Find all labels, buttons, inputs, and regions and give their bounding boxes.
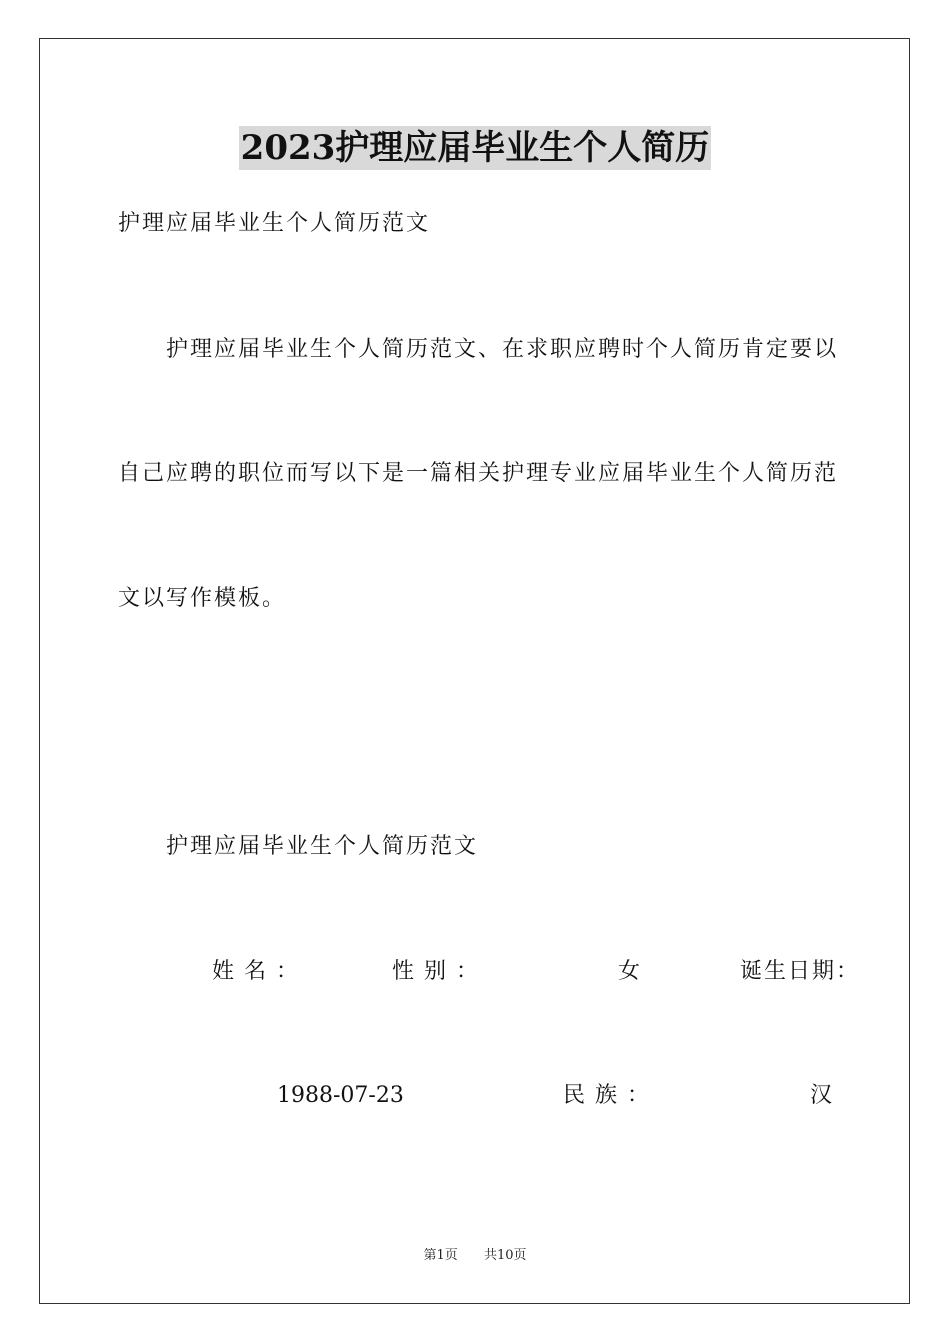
- gender-value: 女: [618, 959, 643, 984]
- paragraph-line-1: 护理应届毕业生个人简历范文、在求职应聘时个人简历肯定要以: [166, 337, 839, 362]
- paragraph-line-3: 文以写作模板。: [118, 586, 287, 611]
- document-subtitle: 护理应届毕业生个人简历范文: [118, 211, 431, 236]
- ethnicity-value: 汉: [810, 1083, 835, 1108]
- birth-date-label: 诞生日期：: [740, 959, 861, 984]
- section-heading: 护理应届毕业生个人简历范文: [166, 834, 479, 859]
- name-label: 姓名：: [212, 959, 309, 984]
- page-number-total: 共10页: [484, 1248, 527, 1263]
- title-container: [0, 126, 950, 170]
- page-number-current: 第1页: [423, 1248, 458, 1263]
- document-title: 2023护理应届毕业生个人简历: [240, 128, 710, 168]
- page-footer: [0, 1247, 950, 1265]
- gender-label: 性别：: [392, 959, 489, 984]
- birth-date-value: 1988-07-23: [277, 1083, 404, 1108]
- paragraph-line-2: 自己应聘的职位而写以下是一篇相关护理专业应届毕业生个人简历范: [118, 461, 839, 486]
- ethnicity-label: 民族：: [563, 1083, 660, 1108]
